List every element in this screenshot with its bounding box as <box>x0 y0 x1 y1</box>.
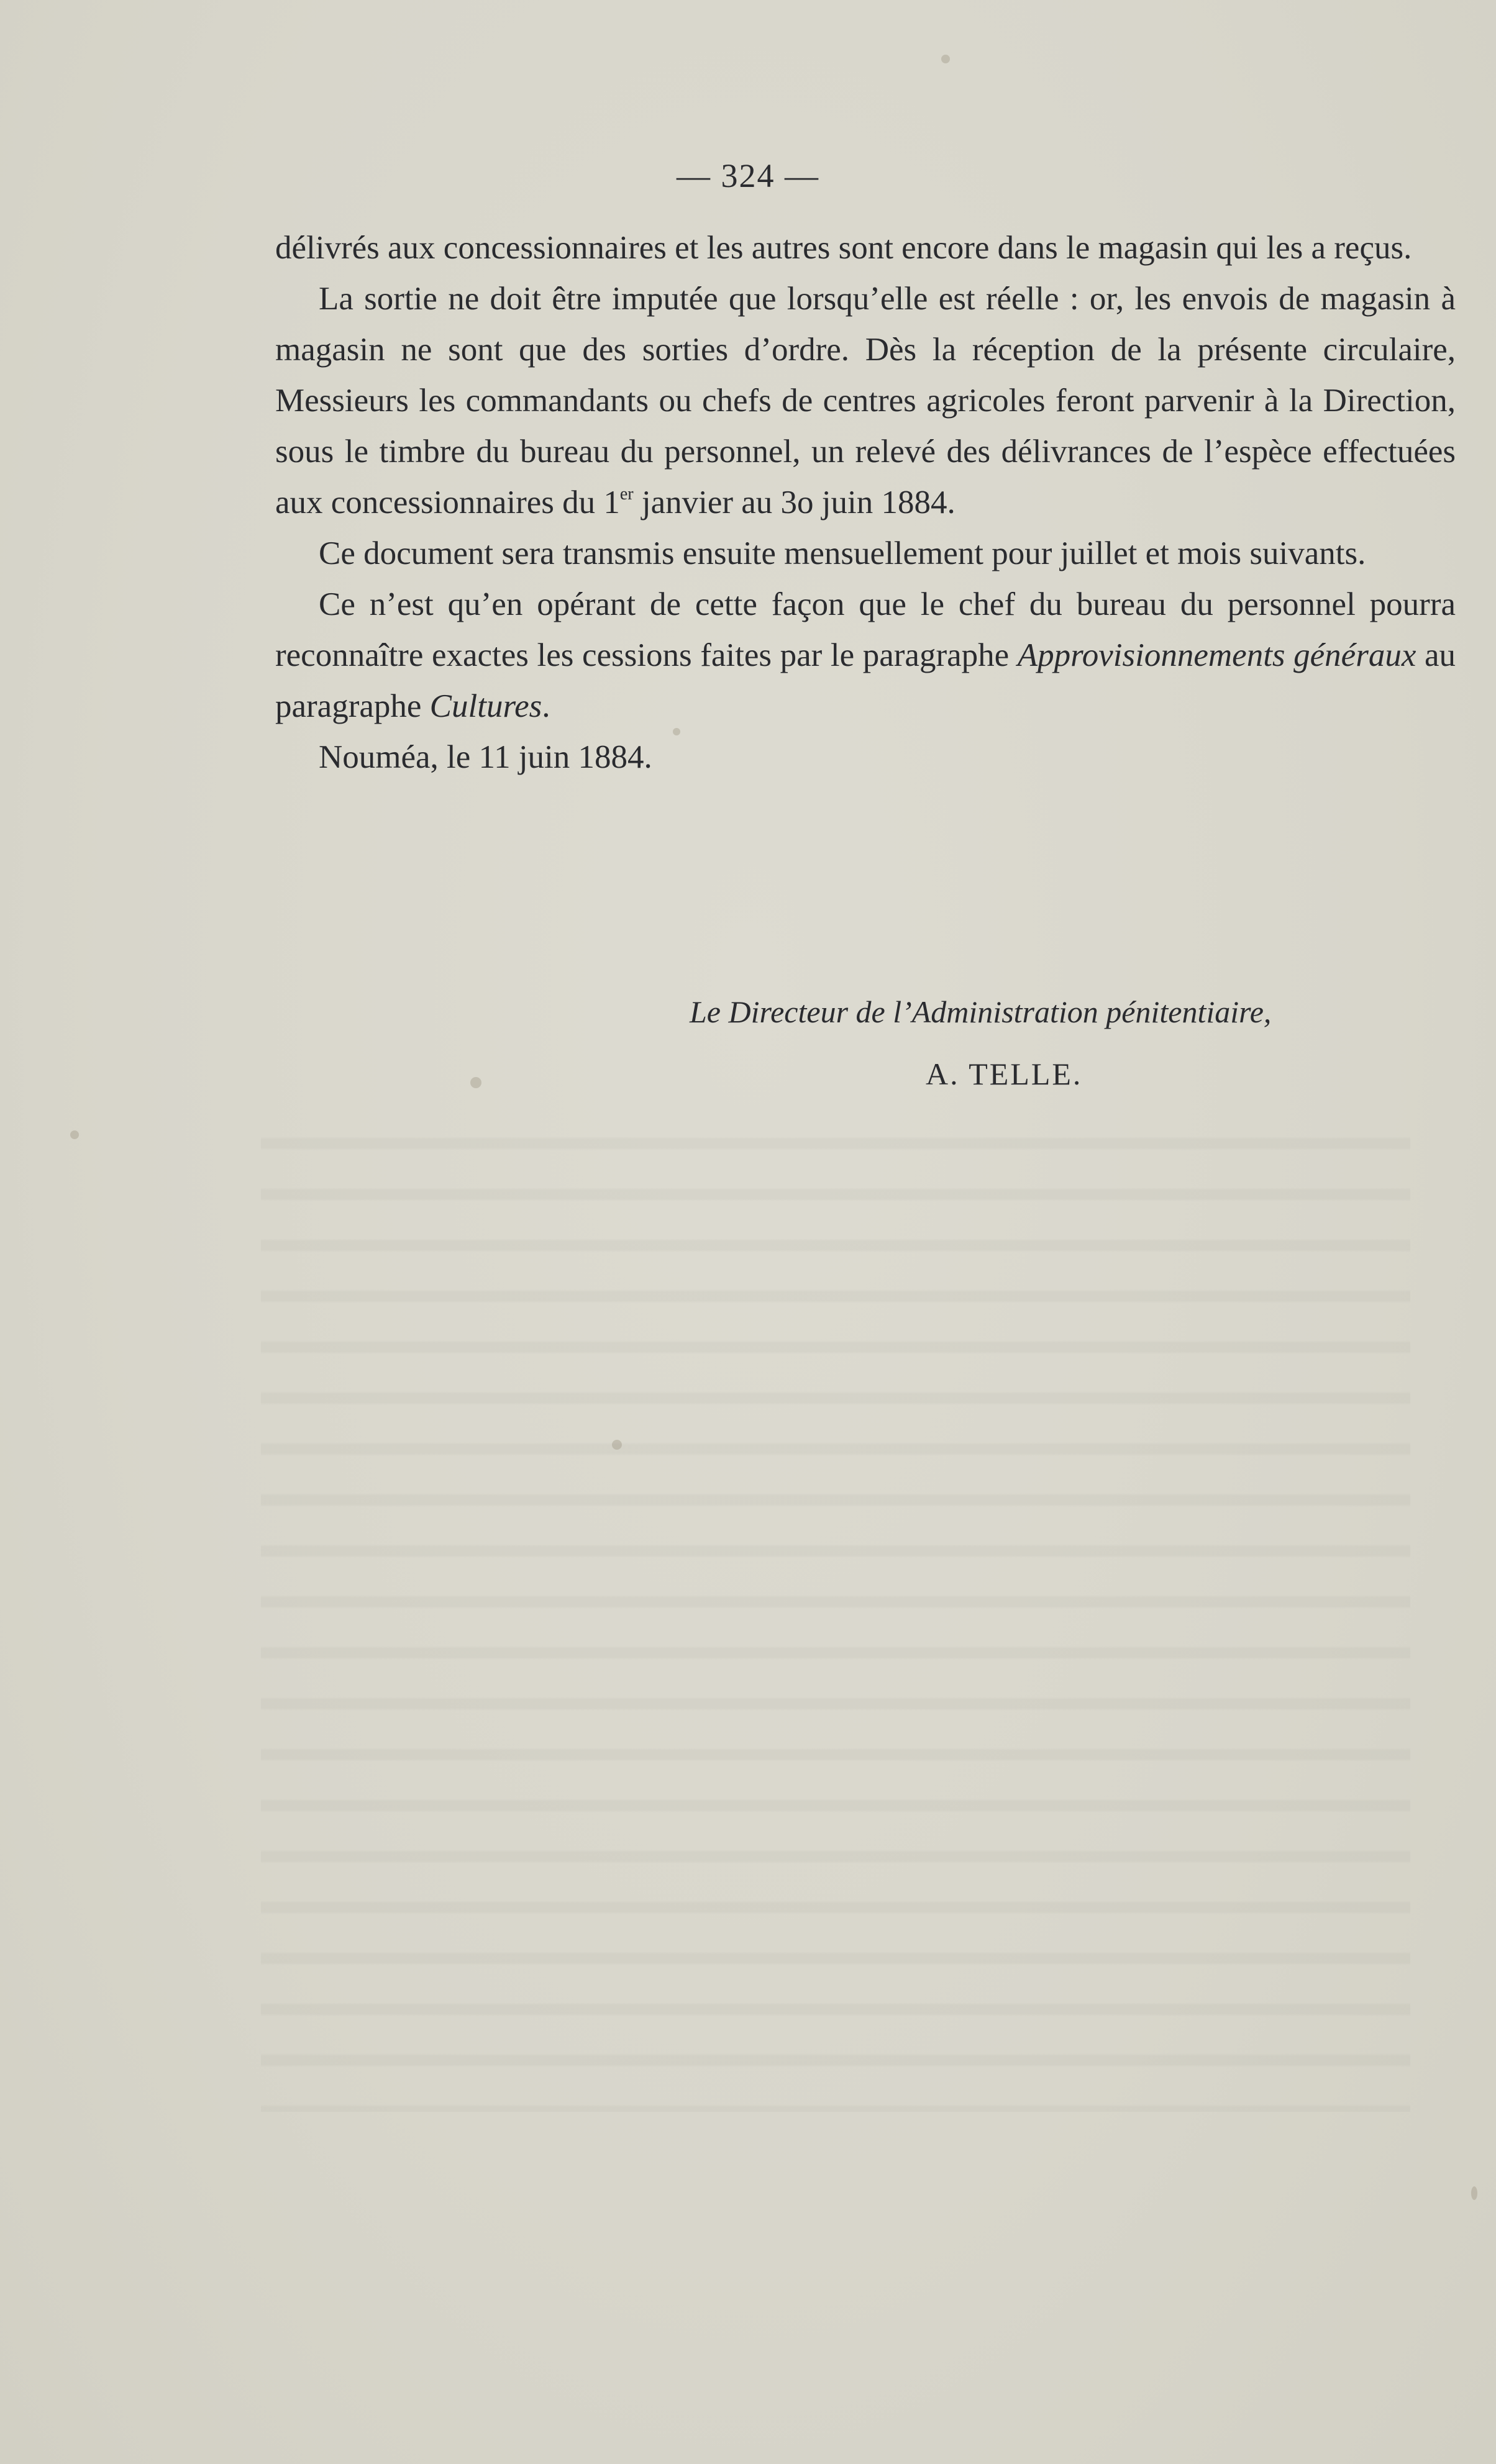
paragraph-operant <box>275 579 1456 732</box>
paragraph-sortie <box>275 273 1456 528</box>
paragraph-operant-end: . <box>542 688 550 724</box>
paragraph-operant-start: Ce n’est qu’en opérant de cette façon que le chef du bureau du personnel pourra reconnaître exactes les cessions faites par le paragraphe <box>275 586 1456 673</box>
paragraph-sortie-text: La sortie ne doit être imputée que lorsqu’elle est réelle : or, les envois de magasin à magasin ne sont que des sorties d’ordre. Dès la réception de la présente circulaire, Messieurs les commandants ou chefs de centres agricoles feront parvenir à la Direction, sous le timbre du bureau du personnel, un relevé des délivrances de l’espèce effectuées aux concessionnaires du <box>275 281 1456 521</box>
paper-speck <box>470 1077 481 1088</box>
paper-speck <box>673 728 680 735</box>
italic-cultures: Cultures <box>429 688 542 724</box>
paper-speck <box>612 1440 622 1450</box>
date-line: Nouméa, le 11 juin 1884. <box>319 739 652 775</box>
italic-approvisionnements: Approvisionnements généraux <box>1017 637 1416 673</box>
paper-speck <box>70 1130 79 1139</box>
paragraph-document: Ce document sera transmis ensuite mensuellement pour juillet et mois suivants. <box>319 535 1366 571</box>
paper-speck <box>941 55 950 63</box>
paragraph-operant-mid: au paragraphe <box>275 637 1456 724</box>
body-text <box>275 222 1456 783</box>
paper-speck <box>1471 2186 1477 2200</box>
signature-title: Le Directeur de l’Administration pénitentiaire, <box>690 994 1272 1029</box>
paragraph-sortie-tail: janvier au 3o juin 1884. <box>633 484 956 521</box>
paragraph-continuation: délivrés aux concessionnaires et les autres sont encore dans le magasin qui les a reçus. <box>275 230 1412 266</box>
signature-name: A. TELLE. <box>926 1057 1083 1091</box>
ordinal-number: 1 <box>603 484 620 521</box>
page-number: — 324 — <box>677 157 819 194</box>
ordinal-superscript: er <box>619 484 634 504</box>
show-through-texture <box>261 1118 1410 2112</box>
